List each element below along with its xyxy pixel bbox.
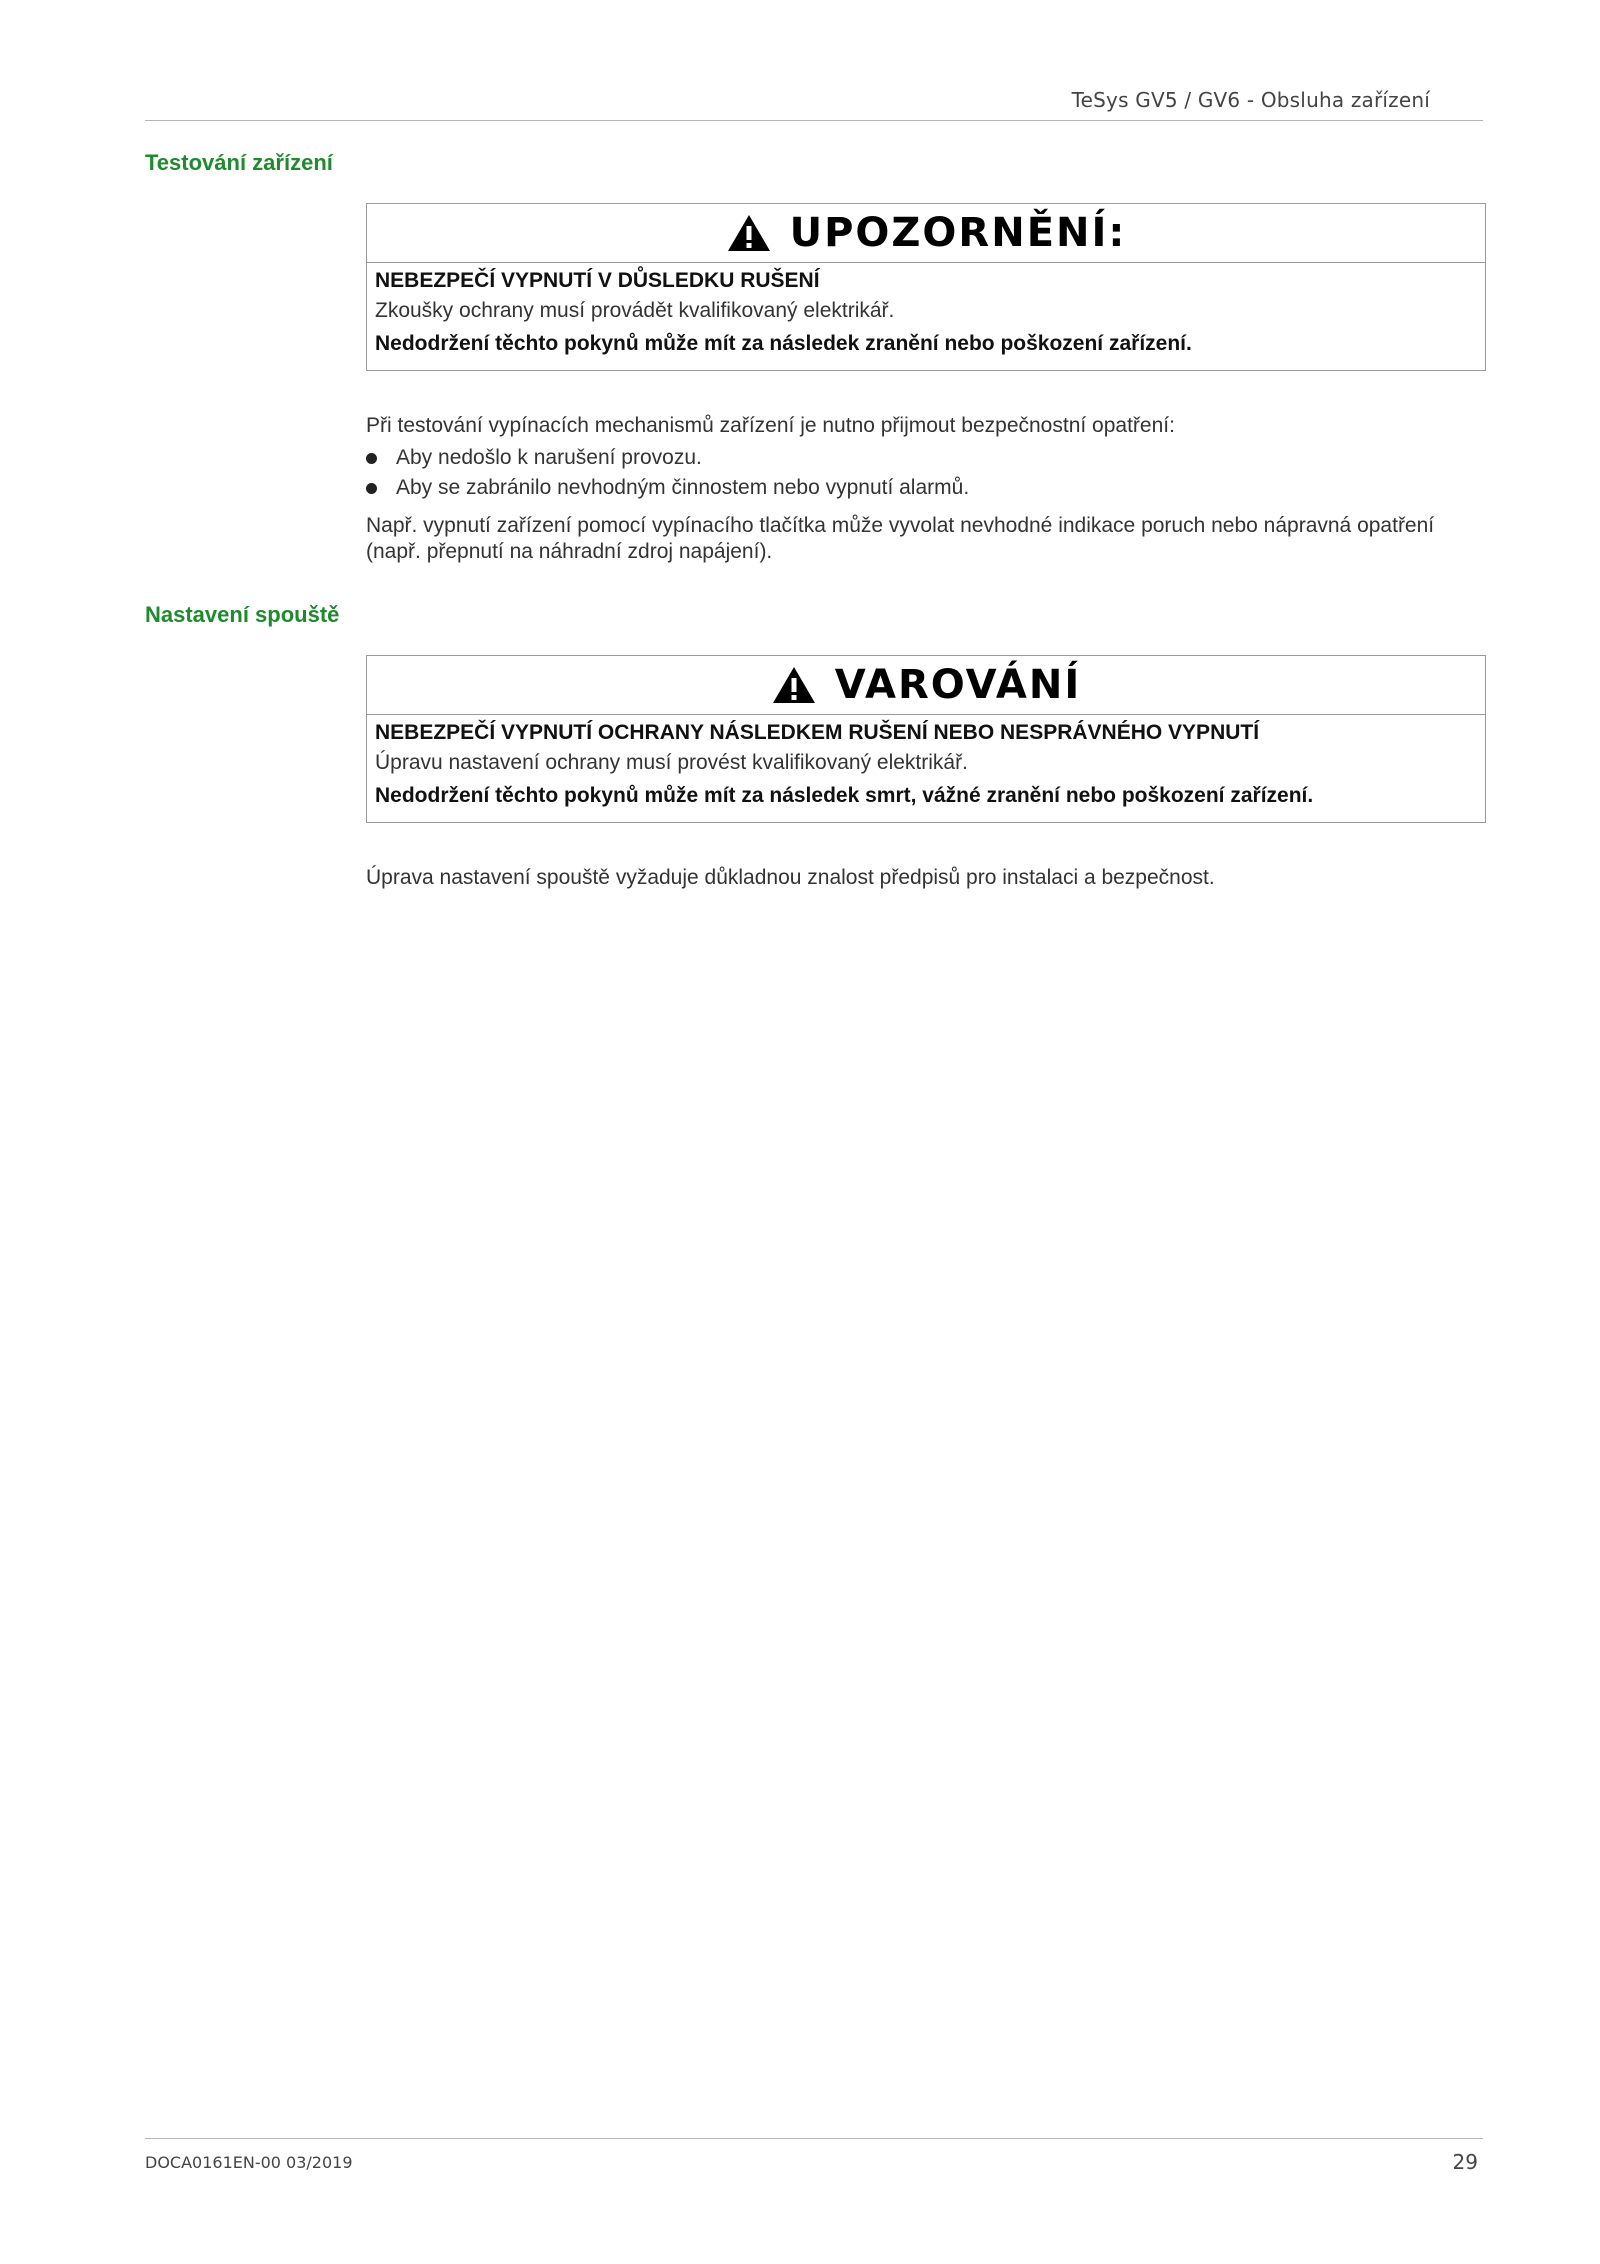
trip-setting-paragraph: Úprava nastavení spouště vyžaduje důkladnou znalost předpisů pro instalaci a bezpečnost. bbox=[366, 866, 1215, 889]
warning-hazard: NEBEZPEČÍ VYPNUTÍ OCHRANY NÁSLEDKEM RUŠENÍ NEBO NESPRÁVNÉHO VYPNUTÍ bbox=[375, 721, 1260, 744]
section-heading-nastaveni: Nastavení spouště bbox=[145, 602, 340, 627]
testing-note: Např. vypnutí zařízení pomocí vypínacího tlačítka může vyvolat nevhodné indikace poruch nebo nápravná opatření (např. přepnutí na náhradní zdroj napájení). bbox=[366, 514, 1435, 563]
page-number: 29 bbox=[1452, 2150, 1478, 2174]
bullet-dot-icon bbox=[366, 453, 377, 464]
testing-intro: Při testování vypínacích mechanismů zařízení je nutno přijmout bezpečnostní opatření: bbox=[366, 414, 1175, 437]
caution-hazard: NEBEZPEČÍ VYPNUTÍ V DŮSLEDKU RUŠENÍ bbox=[375, 269, 820, 292]
running-header: TeSys GV5 / GV6 - Obsluha zařízení bbox=[1071, 88, 1430, 112]
warning-box bbox=[366, 655, 1486, 823]
header-divider bbox=[145, 120, 1483, 121]
testing-bullet-list bbox=[366, 443, 1486, 503]
warning-consequence: Nedodržení těchto pokynů může mít za následek smrt, vážné zranění nebo poškození zařízení. bbox=[375, 784, 1314, 807]
trip-setting-text bbox=[366, 865, 1486, 891]
section-heading-testovani: Testování zařízení bbox=[145, 150, 333, 175]
list-item: Aby se zabránilo nevhodným činnostem nebo vypnutí alarmů. bbox=[366, 473, 1486, 503]
document-id: DOCA0161EN-00 03/2019 bbox=[145, 2153, 353, 2172]
caution-consequence: Nedodržení těchto pokynů může mít za následek zranění nebo poškození zařízení. bbox=[375, 332, 1192, 355]
warning-title-bar bbox=[367, 656, 1485, 715]
caution-body bbox=[367, 263, 1485, 370]
list-item: Aby nedošlo k narušení provozu. bbox=[366, 443, 1486, 473]
caution-title: UPOZORNĚNÍ: bbox=[789, 210, 1127, 256]
warning-triangle-icon bbox=[726, 213, 772, 253]
bullet-dot-icon bbox=[366, 483, 377, 494]
caution-instruction: Zkoušky ochrany musí provádět kvalifikovaný elektrikář. bbox=[375, 299, 895, 322]
warning-triangle-icon bbox=[771, 665, 817, 705]
warning-body bbox=[367, 715, 1485, 822]
warning-title: VAROVÁNÍ bbox=[834, 662, 1082, 708]
caution-box bbox=[366, 203, 1486, 371]
footer-divider bbox=[145, 2138, 1483, 2139]
caution-title-bar bbox=[367, 204, 1485, 263]
testing-text-block bbox=[366, 413, 1486, 565]
warning-instruction: Úpravu nastavení ochrany musí provést kvalifikovaný elektrikář. bbox=[375, 751, 968, 774]
